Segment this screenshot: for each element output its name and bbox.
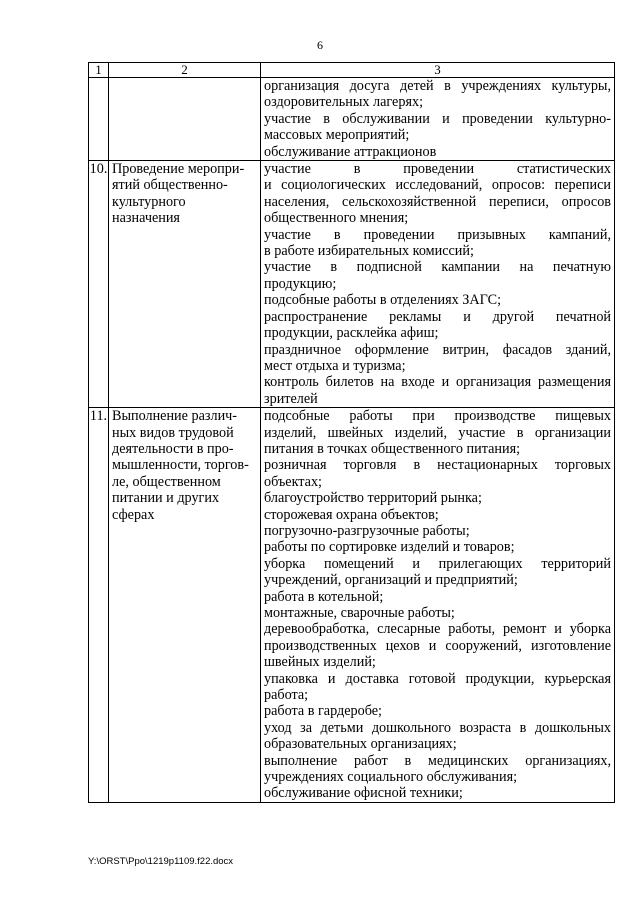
activity-line: объектах; [264,473,323,490]
activity-line: образовательных организациях; [264,736,457,753]
header-col-1: 1 [89,63,109,78]
activity-line: упаковка и доставка готовой продукции, курьерская [264,670,611,687]
activity-line: участие в подписной кампании на печатную [264,259,611,276]
activity-line: массовых мероприятий; [264,127,410,144]
table-row [89,78,615,161]
row-activities [261,78,615,161]
row-title [109,408,261,803]
row-number: 10. [89,161,109,408]
activity-line: работа в котельной; [264,588,384,605]
activity-line: розничная торговля в нестационарных торговых [264,457,611,474]
activity-item [264,785,611,801]
activity-line: уборка помещений и прилегающих территорий [264,555,611,572]
activity-line: производственных цехов и сооружений, изготовление [264,637,611,654]
activity-line: распространение рекламы и другой печатной [264,308,611,325]
row-activities [261,408,615,803]
table-row [89,408,615,803]
activity-line: населения, сельскохозяйственной переписи, опросов [264,193,611,210]
activity-item [264,342,611,375]
activity-line: участие в обслуживании и проведении культурно- [264,110,611,127]
activity-item [264,753,611,786]
activity-line: продукцию; [264,275,337,292]
activity-line: подсобные работы в отделениях ЗАГС; [264,292,502,309]
activity-item [264,621,611,670]
activity-line: питания в точках общественного питания; [264,440,521,457]
row-title-line: назначения [112,210,180,227]
activity-line: сторожевая охрана объектов; [264,506,439,523]
activity-item [264,374,611,407]
activity-line: деревообработка, слесарные работы, ремонт и уборка [264,621,611,638]
activity-line: контроль билетов на входе и организация размещения [264,374,611,391]
activity-line: монтажные, сварочные работы; [264,605,455,621]
header-col-3: 3 [261,63,615,78]
row-title-line: культурного [112,193,186,210]
activity-line: учреждений, организаций и предприятий; [264,572,518,589]
activity-item [264,589,611,605]
row-title-line: питании и других [112,490,220,507]
activity-item [264,292,611,308]
activity-line: участие в проведении призывных кампаний, [264,226,611,243]
row-title [109,161,261,408]
page-number: 6 [317,38,323,52]
file-path-footer: Y:\ORST\Ppo\1219p1109.f22.docx [88,856,234,867]
activity-item [264,539,611,555]
activity-item [264,671,611,704]
activity-line: работы по сортировке изделий и товаров; [264,539,515,556]
activity-line: уход за детьми дошкольного возраста в дошкольных [264,719,611,736]
activity-item [264,507,611,523]
activity-line: обслуживание офисной техники; [264,785,463,802]
row-number: 11. [89,408,109,803]
activity-item [264,227,611,260]
row-title [109,78,261,161]
activity-line: изделий, швейных изделий, участие в организации [264,424,611,441]
activity-line: погрузочно-разгрузочные работы; [264,522,470,539]
row-title-line: ятий общественно- [112,177,228,194]
activity-item [264,161,611,227]
activity-item [264,556,611,589]
activity-line: швейных изделий; [264,654,376,671]
activity-line: работа в гардеробе; [264,703,382,720]
activity-line: работа; [264,687,309,704]
row-title-line: Проведение меропри- [112,161,245,178]
row-title-line: ле, общественном [112,473,221,490]
activity-line: и социологических исследований, опросов: переписи [264,177,611,194]
activity-line: оздоровительных лагерях; [264,94,424,111]
activity-item [264,720,611,753]
activity-line: продукции, расклейка афиш; [264,325,439,342]
activity-line: зрителей [264,390,318,407]
activity-line: мест отдыха и туризма; [264,357,406,374]
document-table [88,62,615,803]
activity-line: в работе избирательных комиссий; [264,243,474,260]
activity-item [264,144,611,160]
activity-item [264,408,611,457]
activity-line: общественного мнения; [264,210,409,227]
activity-item [264,523,611,539]
row-title-line: мышленности, торгов- [112,457,249,474]
activity-line: обслуживание аттракционов [264,143,437,160]
activity-line: праздничное оформление витрин, фасадов зданий, [264,341,611,358]
activity-line: организация досуга детей в учреждениях культуры, [264,78,611,94]
activity-item [264,605,611,621]
row-title-line: Выполнение различ- [112,408,238,425]
activity-item [264,309,611,342]
activity-item [264,78,611,111]
activity-line: подсобные работы при производстве пищевых [264,408,611,425]
row-title-line: ных видов трудовой [112,424,234,441]
table-row [89,161,615,408]
header-col-2: 2 [109,63,261,78]
activity-item [264,457,611,490]
activity-line: учреждениях социального обслуживания; [264,769,518,786]
activity-item [264,111,611,144]
activity-line: благоустройство территорий рынка; [264,490,482,507]
row-title-line: сферах [112,506,155,523]
activity-line: выполнение работ в медицинских организациях, [264,752,611,769]
row-activities [261,161,615,408]
table-header-row [89,63,615,78]
activity-item [264,490,611,506]
activity-item [264,259,611,292]
row-title-line: деятельности в про- [112,440,234,457]
activity-line: участие в проведении статистических [264,161,611,178]
activity-item [264,703,611,719]
row-number [89,78,109,161]
